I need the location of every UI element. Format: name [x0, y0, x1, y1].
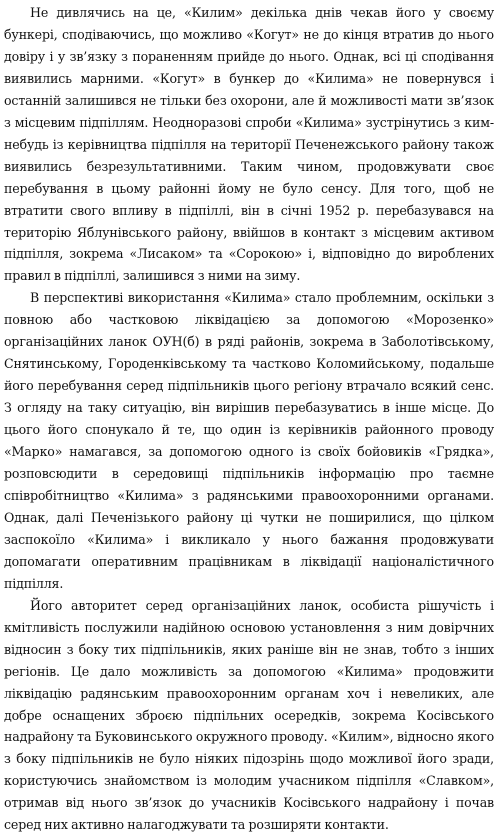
paragraph-2: В перспективі використання «Килима» стало проблемним, оскільки з повною або частковою ліквідацією за допомогою «Морозенко» організаційних ланок ОУН(б) в ряді районів, зокрема в Заболотівському, Снятинському, Городенківському та частково Коломийському, подальше його перебування серед підпільників цього регіону втрачало всякий сенс. З огляду на таку ситуацію, він вирішив перебазуватись в інше місце. До цього його спонукало й те, що один із керівників районного проводу «Марко» намагався, за допомогою одного із своїх бойовиків «Грядка», розповсюдити в середовищі підпільників інформацію про таємне співробітництво «Килима» з радянськими правоохоронними органами. Однак, далі Печенізького району ці чутки не поширилися, що цілком заспокоїло «Килима» і викликало у нього бажання продовжувати допомагати оперативним працівникам в ліквідації націоналістичного підпілля.	[4, 290, 494, 591]
paragraph-3: Його авторитет серед організаційних ланок, особиста рішучість і кмітливість послужили надійною основою установлення з ним довірчних відносин з боку тих підпільників, яких раніше він не знав, тобто з інших регіонів. Це дало можливість за допомогою «Килима» продовжити ліквідацію радянським правоохоронним органам хоч і невеликих, але добре оснащених зброєю підпільних осередків, зокрема Косівського надрайону та Буковинського окружного проводу. «Килим», відносно якого з боку підпільників не було ніяких підозрінь щодо можливої його зради, користуючись знайомством із молодим учасником підпілля «Славком», отримав від нього зв’язок до учасників Косівського надрайону і почав серед них активно налагоджувати та розширяти контакти.	[4, 597, 494, 833]
paragraph-1: Не дивлячись на це, «Килим» декілька днів чекав його у своєму бункері, сподіваючись, що можливо «Когут» не до кінця втратив до нього довіру і у зв’язку з пораненням прийде до нього. Однак, всі ці сподівання виявились марними. «Когут» в бункер до «Килима» не повернувся і останній залишився не тільки без охорони, але й можливості мати зв’язок з місцевим підпіллям. Неодноразові спроби «Килима» зустрінутись з ким-небудь із керівництва підпілля на території Печенежського району також виявились безрезультативними. Таким чином, продовжувати своє перебування в цьому районні йому не було сенсу. Для того, щоб не втратити свого впливу в підпіллі, він в січні 1952 р. перебазувався на територію Яблунівського району, ввійшов в контакт з місцевим активом підпілля, зокрема «Лисаком» та «Сорокою» і, відповідно до вироблених правил в підпіллі, залишився з ними на зиму.	[4, 5, 494, 284]
